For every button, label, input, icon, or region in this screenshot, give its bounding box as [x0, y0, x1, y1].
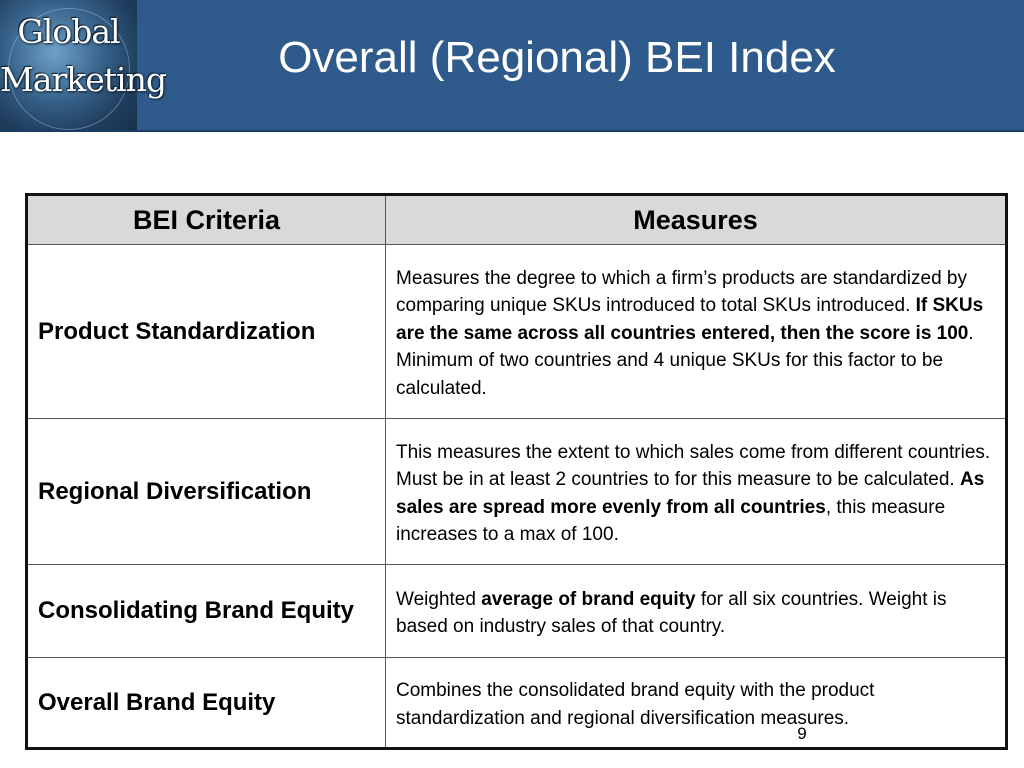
measure-cell — [386, 565, 1007, 658]
table-row — [27, 658, 1007, 749]
logo-text-line-2: Marketing — [0, 60, 166, 99]
measure-emphasis-text: If SKUs are the same across all countries entered, then the score is 100 — [396, 295, 984, 344]
measure-text: . Minimum of two countries and 4 unique SKUs for this factor to be calculated. — [396, 322, 974, 399]
measure-cell — [386, 245, 1007, 419]
measure-text: , this measure increases to a max of 100. — [396, 496, 946, 545]
measure-text: Combines the consolidated brand equity with the product standardization and regional diversification measures. — [396, 680, 875, 729]
measure-text: Measures the degree to which a firm’s products are standardized by comparing unique SKUs introduced to total SKUs introduced. — [396, 267, 968, 317]
measure-text: for all six countries. Weight is based on industry sales of that country. — [396, 588, 947, 637]
slide-title: Overall (Regional) BEI Index — [278, 33, 836, 82]
logo-text-line-1: Global — [17, 12, 120, 51]
criterion-cell: Overall Brand Equity — [27, 658, 386, 749]
table-row — [27, 245, 1007, 419]
measure-cell — [386, 419, 1007, 565]
criterion-cell: Consolidating Brand Equity — [27, 565, 386, 658]
table-row — [27, 419, 1007, 565]
measure-text: Weighted — [396, 588, 482, 610]
table-row — [27, 565, 1007, 658]
measure-emphasis-text: average of brand equity — [481, 588, 696, 610]
table-header-row — [27, 195, 1007, 245]
column-header-criteria: BEI Criteria — [27, 195, 386, 245]
bei-criteria-table — [25, 193, 1008, 750]
page-number: 9 — [797, 724, 807, 743]
measure-emphasis-text: As sales are spread more evenly from all countries — [396, 469, 985, 518]
measure-text: This measures the extent to which sales come from different countries. Must be in at least 2 countries to for this measure to be calculated. — [396, 441, 991, 491]
measure-cell — [386, 658, 1007, 749]
column-header-measures: Measures — [386, 195, 1007, 245]
criterion-cell: Product Standardization — [27, 245, 386, 419]
criterion-cell: Regional Diversification — [27, 419, 386, 565]
global-marketing-logo — [0, 0, 166, 130]
slide-header — [0, 0, 1024, 132]
